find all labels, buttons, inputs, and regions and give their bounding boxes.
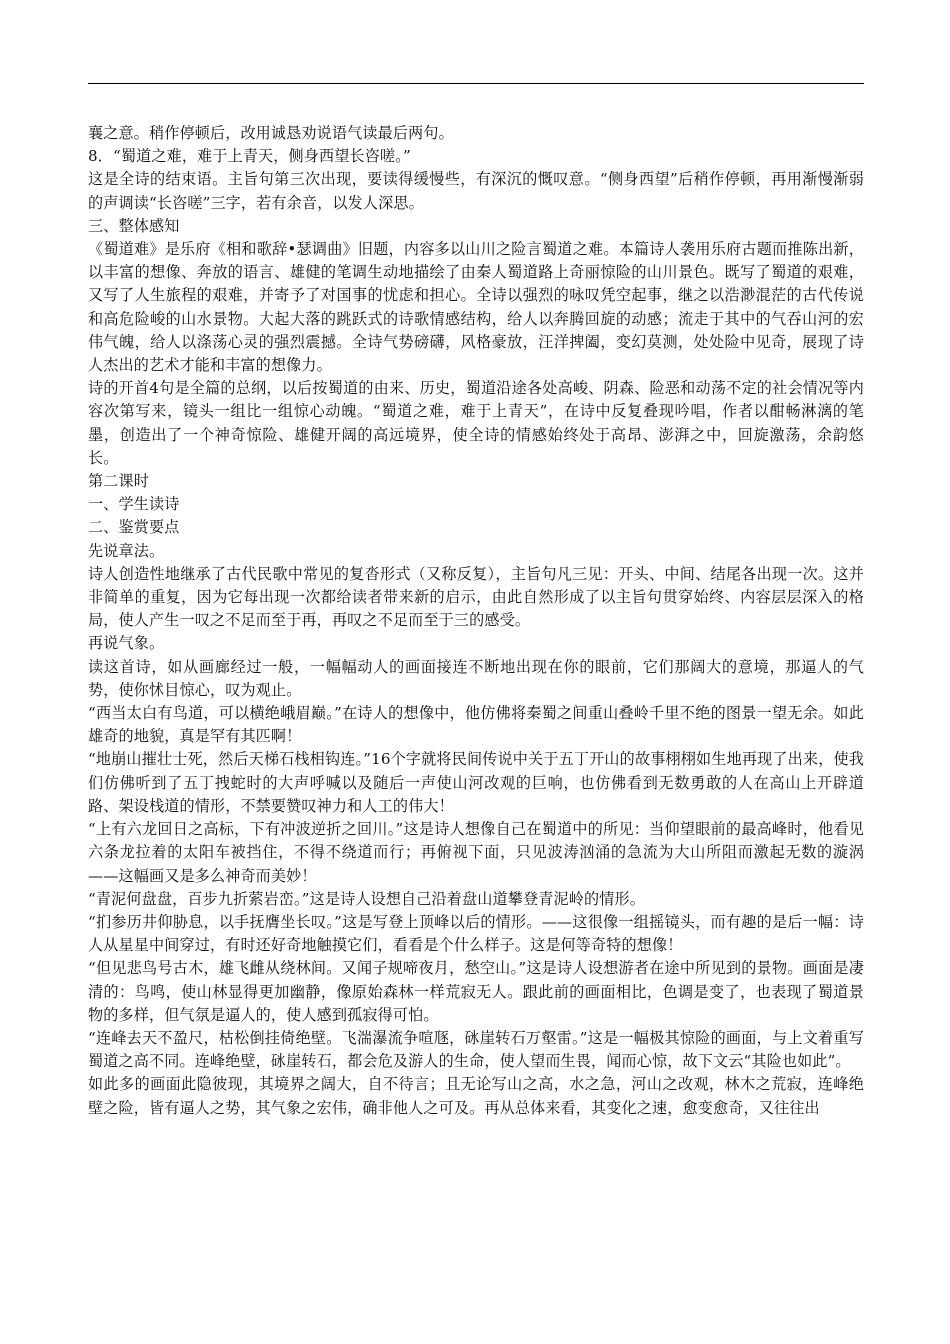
text-paragraph: 诗的开首4句是全篇的总纲，以后按蜀道的由来、历史，蜀道沿途各处高峻、阴森、险恶和动荡不定的社会情况等内容次第写来，镜头一组比一组惊心动魄。“蜀道之难，难于上青天”，在诗中反复叠现吟唱，作者以酣畅淋漓的笔墨，创造出了一个神奇惊险、雄健开阔的高远境界，使全诗的情感始终处于高昂、澎湃之中，回旋激荡，余韵悠长。 — [88, 379, 864, 467]
header-rule — [88, 83, 864, 84]
text-paragraph: “地崩山摧壮士死，然后天梯石栈相钩连。”16个字就将民间传说中关于五丁开山的故事栩栩如生地再现了出来，使我们仿佛听到了五丁拽蛇时的大声呼喊以及随后一声使山河改观的巨响，也仿佛看到无数勇敢的人在高山上开辟道路、架设栈道的情形，不禁要赞叹神力和人工的伟大！ — [88, 750, 864, 815]
text-paragraph: “扪参历井仰胁息，以手抚膺坐长叹。”这是写登上顶峰以后的情形。——这很像一组摇镜头，而有趣的是后一幅：诗人从星星中间穿过，有时还好奇地触摸它们，看看是个什么样子。这是何等奇特的想像！ — [88, 912, 864, 955]
text-paragraph: 先说章法。 — [88, 541, 165, 560]
text-paragraph: “但见悲鸟号古木，雄飞雌从绕林间。又闻子规啼夜月，愁空山。”这是诗人设想游者在途中所见到的景物。画面是凄清的：鸟鸣，使山林显得更加幽静，像原始森林一样荒寂无人。跟此前的画面相比，色调是变了，也表现了蜀道景物的多样，但气氛是逼人的，使人感到孤寂得可怕。 — [88, 959, 864, 1024]
text-paragraph: 如此多的画面此隐彼现，其境界之阔大，自不待言；且无论写山之高，水之急，河山之改观，林木之荒寂，连峰绝壁之险，皆有逼人之势，其气象之宏伟，确非他人之可及。再从总体来看，其变化之速，愈变愈奇，又往往出 — [88, 1075, 864, 1117]
text-paragraph: “连峰去天不盈尺，枯松倒挂倚绝壁。飞湍瀑流争喧豗，砯崖转石万壑雷。”这是一幅极其惊险的画面，与上文着重写蜀道之高不同。连峰绝壁，砯崖转石，都会危及游人的生命，使人望而生畏，闻而心惊，故下文云“其险也如此”。 — [88, 1028, 864, 1071]
section-heading: 三、整体感知 — [88, 216, 180, 235]
section-heading: 一、学生读诗 — [88, 495, 180, 514]
text-paragraph: 诗人创造性地继承了古代民歌中常见的复沓形式（又称反复），主旨句凡三见：开头、中间、结尾各出现一次。这并非简单的重复，因为它每出现一次都给读者带来新的启示，由此自然形成了以主旨句贯穿始终、内容层层深入的格局，使人产生一叹之不足而至于再，再叹之不足而至于三的感受。 — [88, 564, 864, 630]
text-paragraph: 这是全诗的结束语。主旨句第三次出现，要读得缓慢些，有深沉的慨叹意。“侧身西望”后稍作停顿，再用渐慢渐弱的声调读“长咨嗟”三字，若有余音，以发人深思。 — [88, 170, 864, 212]
text-paragraph: 8．“蜀道之难，难于上青天，侧身西望长咨嗟。” — [88, 147, 411, 166]
text-paragraph: “上有六龙回日之高标，下有冲波逆折之回川。”这是诗人想像自己在蜀道中的所见：当仰望眼前的最高峰时，他看见六条龙拉着的太阳车被挡住，不得不绕道而行；再俯视下面，只见波涛汹涌的急流为大山所阻而激起无数的漩涡——这幅画又是多么神奇而美妙！ — [88, 820, 864, 885]
text-paragraph: 再说气象。 — [88, 634, 165, 653]
document-body — [88, 122, 864, 1120]
text-paragraph: “青泥何盘盘，百步九折萦岩峦。”这是诗人设想自己沿着盘山道攀登青泥岭的情形。 — [88, 889, 645, 908]
text-paragraph: 襄之意。稍作停顿后，改用诚恳劝说语气读最后两句。 — [88, 124, 454, 142]
text-paragraph: 读这首诗，如从画廊经过一般，一幅幅动人的画面接连不断地出现在你的眼前，它们那阔大的意境，那逼人的气势，使你怵目惊心，叹为观止。 — [88, 657, 864, 699]
text-paragraph: “西当太白有鸟道，可以横绝峨眉巅。”在诗人的想像中，他仿佛将秦蜀之间重山叠岭千里不绝的图景一望无余。如此雄奇的地貌，真是罕有其匹啊！ — [88, 704, 864, 746]
section-heading: 第二课时 — [88, 472, 149, 491]
section-heading: 二、鉴赏要点 — [88, 518, 180, 537]
text-paragraph: 《蜀道难》是乐府《相和歌辞•瑟调曲》旧题，内容多以山川之险言蜀道之难。本篇诗人袭用乐府古题而推陈出新，以丰富的想像、奔放的语言、雄健的笔调生动地描绘了由秦人蜀道路上奇丽惊险的山川景色。既写了蜀道的艰难，又写了人生旅程的艰难，并寄予了对国事的忧虑和担心。全诗以强烈的咏叹凭空起事，继之以浩渺混茫的古代传说和高危险峻的山水景物。大起大落的跳跃式的诗歌情感结构，给人以奔腾回旋的动感；流走于其中的气吞山河的宏伟气魄，给人以涤荡心灵的强烈震撼。全诗气势磅礴，风格豪放，汪洋捭阖，变幻莫测，处处险中见奇，展现了诗人杰出的艺术才能和丰富的想像力。 — [88, 240, 864, 375]
